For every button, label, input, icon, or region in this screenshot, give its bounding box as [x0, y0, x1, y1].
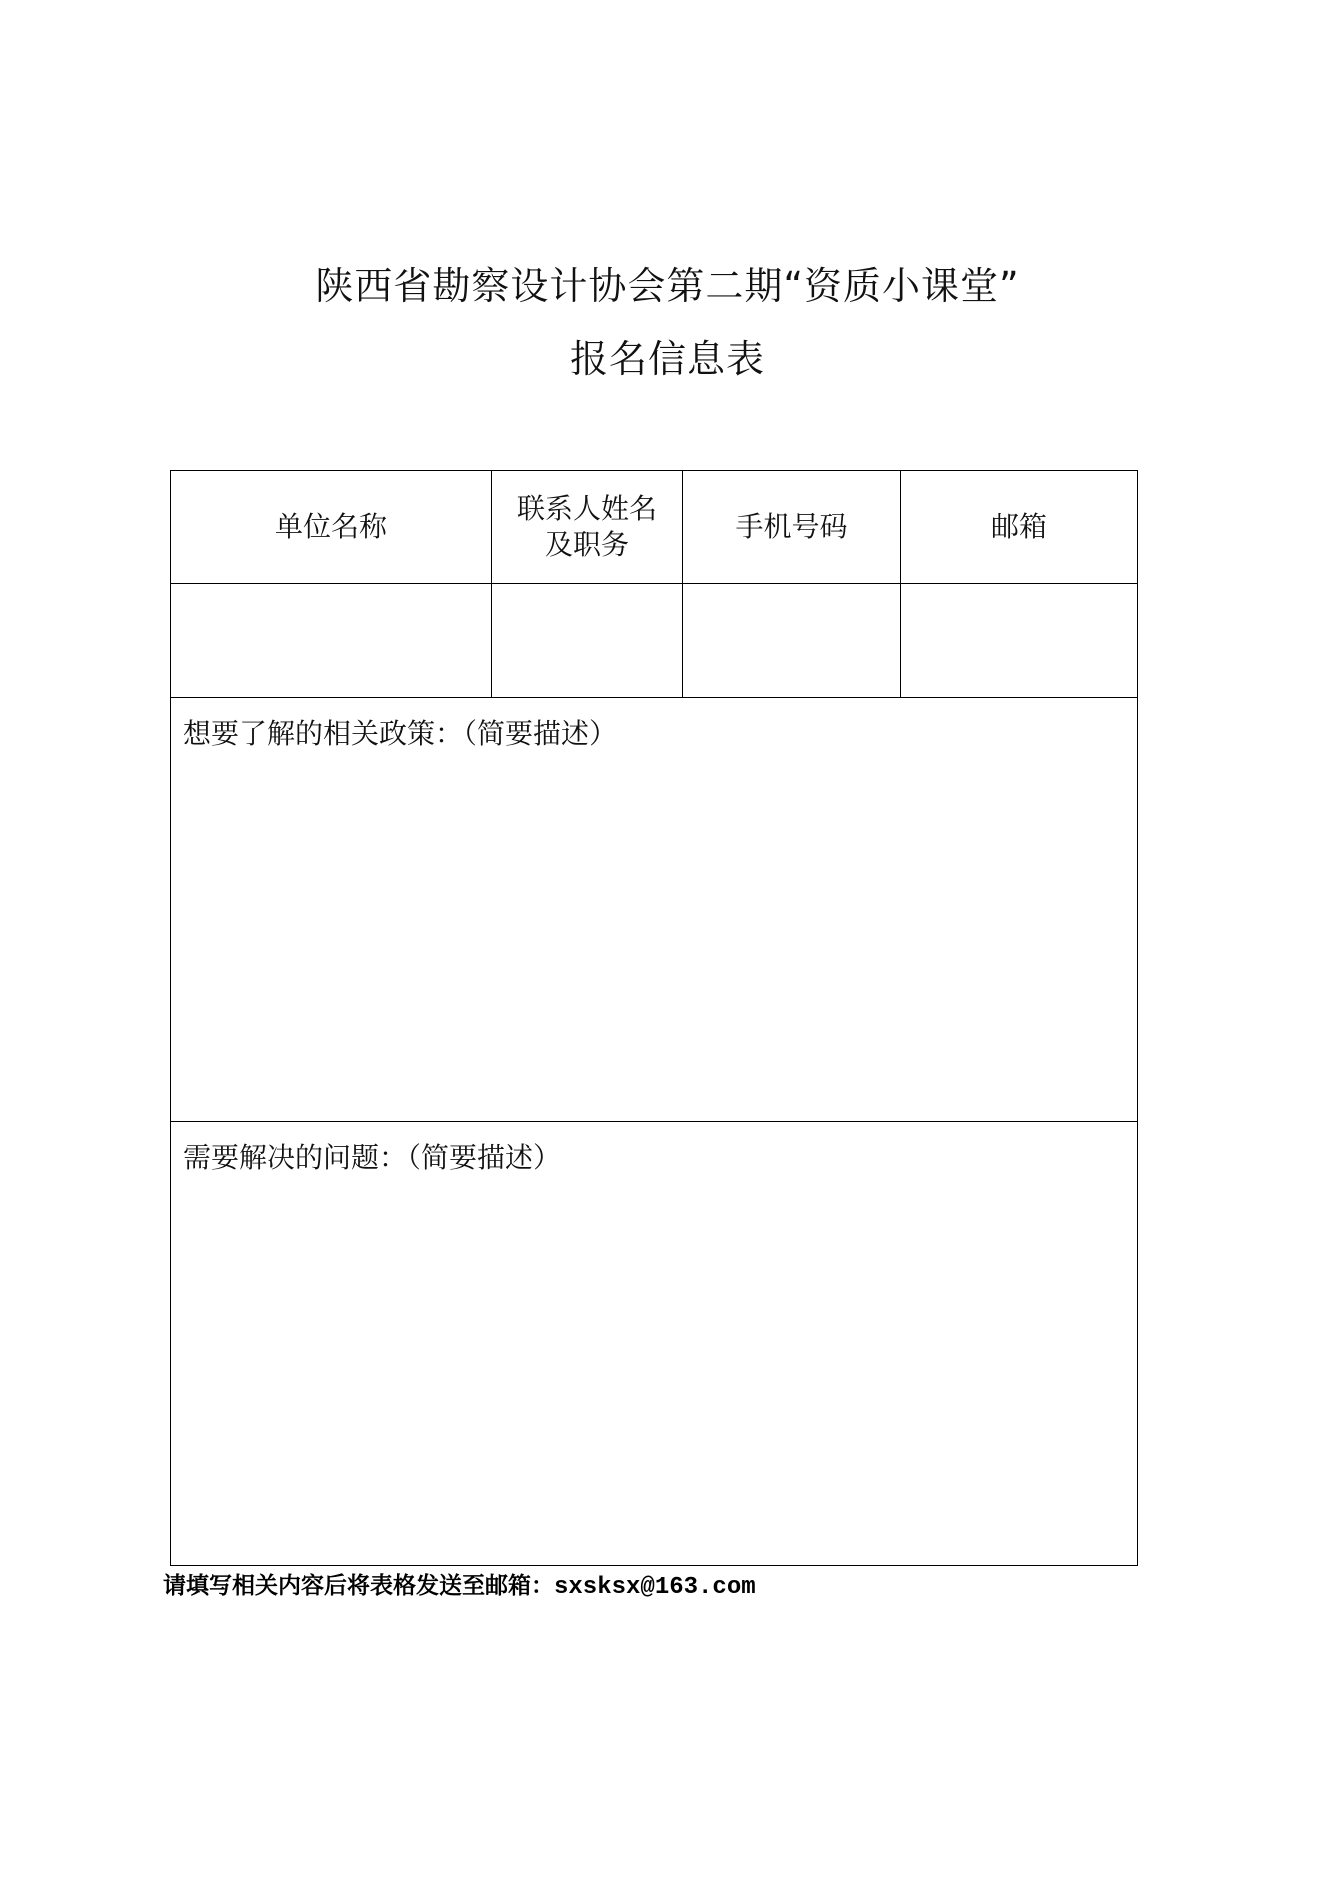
header-contact-name-title	[492, 471, 683, 584]
contact-name-title-field[interactable]	[492, 584, 683, 698]
problem-description-field[interactable]	[171, 1122, 1138, 1566]
header-email: 邮箱	[901, 471, 1138, 584]
header-contact-line1: 联系人姓名	[516, 492, 657, 525]
policy-description-field[interactable]	[171, 698, 1138, 1122]
policy-label: 想要了解的相关政策：（简要描述）	[183, 717, 618, 750]
table-header-row	[171, 471, 1138, 584]
table-input-row	[171, 584, 1138, 698]
problem-label: 需要解决的问题：（简要描述）	[183, 1141, 562, 1174]
unit-name-field[interactable]	[171, 584, 492, 698]
registration-form-table	[170, 470, 1138, 1566]
header-phone: 手机号码	[683, 471, 901, 584]
header-contact-line2: 及职务	[544, 528, 629, 561]
problem-row	[171, 1122, 1138, 1566]
phone-field[interactable]	[683, 584, 901, 698]
submission-note-text: 请填写相关内容后将表格发送至邮箱：	[163, 1572, 554, 1599]
document-title: 陕西省勘察设计协会第二期“资质小课堂”	[315, 264, 1020, 308]
submission-email: sxsksx@163.com	[554, 1574, 756, 1601]
submission-note	[163, 1571, 756, 1603]
document-subtitle: 报名信息表	[569, 337, 765, 381]
header-unit-name: 单位名称	[171, 471, 492, 584]
email-field[interactable]	[901, 584, 1138, 698]
policy-row	[171, 698, 1138, 1122]
